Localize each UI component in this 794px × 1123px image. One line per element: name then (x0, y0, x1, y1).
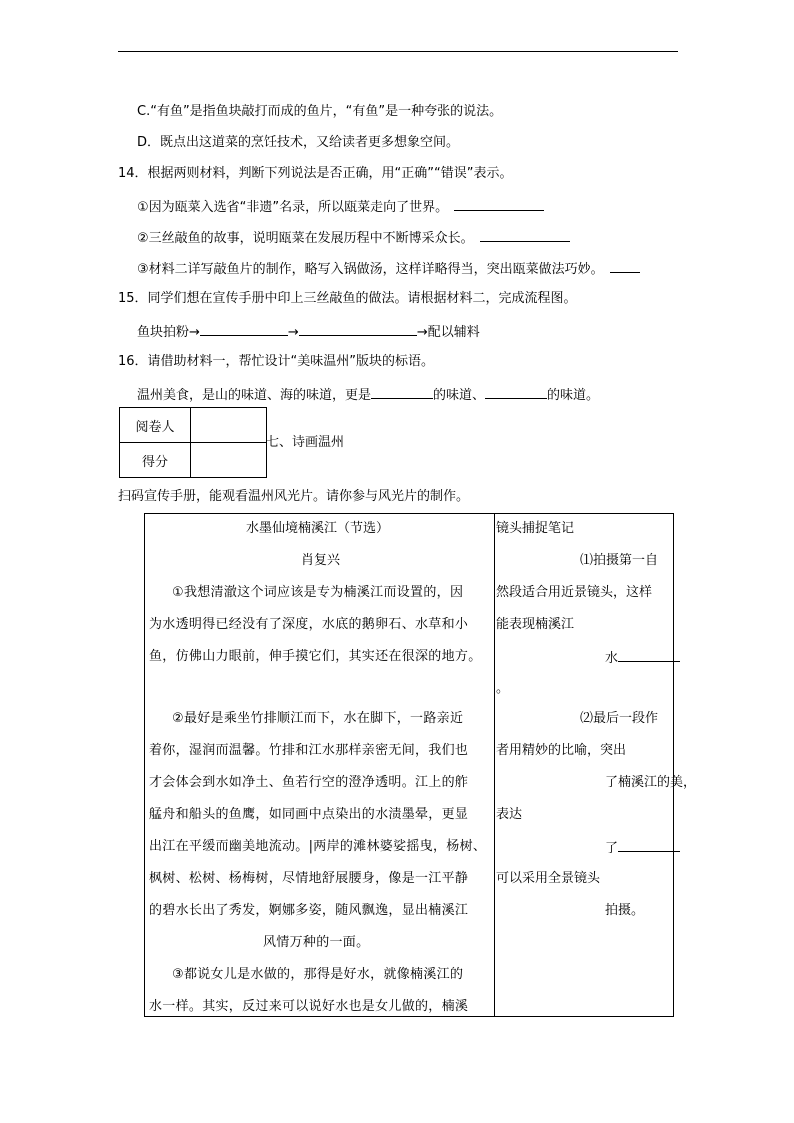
item-text: ③材料二详写敲鱼片的制作，略写入锅做汤，这样详略得当，突出瓯菜做法巧妙。 (137, 262, 604, 277)
column-divider (494, 514, 495, 1016)
flow-blank-1[interactable] (200, 323, 288, 336)
poem-line: 枫树、松树、杨梅树，尽情地舒展腰身，像是一江平静 (149, 871, 469, 886)
poem-line: 才会体会到水如净土、鱼若行空的澄净透明。江上的舴 (149, 775, 469, 790)
flow-start: 鱼块拍粉 (137, 325, 190, 340)
question-14-item-1 (137, 198, 544, 216)
item-text: ②三丝敲鱼的故事，说明瓯菜在发展历程中不断博采众长。 (137, 231, 474, 246)
option-d: D．既点出这道菜的烹饪技术，又给读者更多想象空间。 (137, 135, 460, 150)
poem-line: 鱼，仿佛山力眼前，伸手摸它们，其实还在很深的地方。 (149, 649, 482, 664)
note-line: 。 (496, 681, 510, 696)
question-15-stem: 15．同学们想在宣传手册中印上三丝敲鱼的做法。请根据材料二，完成流程图。 (118, 291, 577, 306)
score-label: 得分 (120, 443, 191, 478)
slogan-prefix: 温州美食，是山的味道、海的味道，更是 (137, 388, 372, 403)
note-line: ⑵最后一段作 (580, 711, 659, 726)
arrow-icon: → (287, 325, 299, 340)
slogan-blank-1[interactable] (371, 386, 433, 399)
note-blank-1[interactable] (618, 649, 680, 662)
reading-table (144, 513, 697, 1017)
poem-author: 肖复兴 (301, 553, 341, 568)
score-box (119, 407, 267, 478)
arrow-icon: → (416, 325, 428, 340)
reviewer-cell[interactable] (191, 408, 267, 443)
question-14-item-2 (137, 229, 570, 247)
section-intro: 扫码宣传手册，能观看温州风光片。请你参与风光片的制作。 (118, 489, 470, 504)
poem-line: ③都说女儿是水做的，那得是好水，就像楠溪江的 (172, 967, 464, 982)
note-line: 者用精妙的比喻，突出 (496, 743, 627, 758)
note-line: 拍摄。 (605, 903, 645, 918)
note-line: 能表现楠溪江 (496, 617, 575, 632)
poem-line: 艋舟和船头的鱼鹰，如同画中点染出的水渍墨晕，更显 (149, 807, 469, 822)
answer-blank[interactable] (610, 260, 640, 273)
note-line: 表达 (496, 807, 523, 822)
option-c: C.“有鱼”是指鱼块敲打而成的鱼片，“有鱼”是一种夸张的说法。 (137, 104, 503, 119)
section-title: 七、诗画温州 (266, 435, 345, 450)
poem-title: 水墨仙境楠溪江（节选） (246, 521, 390, 536)
note-line: 然段适合用近景镜头，这样 (496, 585, 653, 600)
poem-line: 出江在平缓而幽美地流动。|两岸的滩林婆娑摇曳，杨树、 (149, 839, 487, 854)
note-line: 了楠溪江的美， (605, 775, 697, 790)
flowchart (137, 323, 480, 341)
note-line-blank (605, 839, 680, 857)
header-rule (118, 51, 678, 52)
arrow-icon: → (189, 325, 200, 340)
poem-line: ②最好是乘坐竹排顺江而下，水在脚下，一路亲近 (172, 711, 464, 726)
poem-line: 的碧水长出了秀发，婀娜多姿，随风飘逸，显出楠溪江 (149, 903, 469, 918)
item-text: ①因为瓯菜入选省“非遗”名录，所以瓯菜走向了世界。 (137, 200, 449, 215)
note-line: 可以采用全景镜头 (496, 871, 601, 886)
score-cell[interactable] (191, 443, 267, 478)
poem-line: 着你，湿润而温馨。竹排和江水那样亲密无间，我们也 (149, 743, 469, 758)
note-blank-2[interactable] (618, 839, 680, 852)
poem-line: 水一样。其实，反过来可以说好水也是女儿做的，楠溪 (149, 999, 469, 1014)
note-text: 了 (605, 841, 619, 856)
poem-line: 为水透明得已经没有了深度，水底的鹅卵石、水草和小 (149, 617, 469, 632)
notes-header: 镜头捕捉笔记 (496, 521, 575, 536)
answer-blank[interactable] (454, 198, 544, 211)
note-line: ⑴拍摄第一自 (580, 553, 659, 568)
slogan-suffix: 的味道。 (547, 388, 600, 403)
question-14-item-3 (137, 260, 640, 278)
poem-line: 风情万种的一面。 (263, 935, 370, 950)
slogan-line (137, 386, 599, 404)
slogan-blank-2[interactable] (485, 386, 547, 399)
slogan-mid: 的味道、 (433, 388, 486, 403)
flow-end: 配以辅料 (427, 325, 480, 340)
answer-blank[interactable] (480, 229, 570, 242)
question-16-stem: 16．请借助材料一，帮忙设计“美味温州”版块的标语。 (118, 354, 435, 369)
question-14-stem: 14．根据两则材料，判断下列说法是否正确，用“正确”“错误”表示。 (118, 166, 513, 181)
flow-blank-2[interactable] (299, 323, 417, 336)
reviewer-label: 阅卷人 (120, 408, 191, 443)
note-text: 水 (605, 651, 619, 666)
note-line-blank (605, 649, 680, 667)
poem-line: ①我想清澈这个词应该是专为楠溪江而设置的，因 (172, 585, 464, 600)
